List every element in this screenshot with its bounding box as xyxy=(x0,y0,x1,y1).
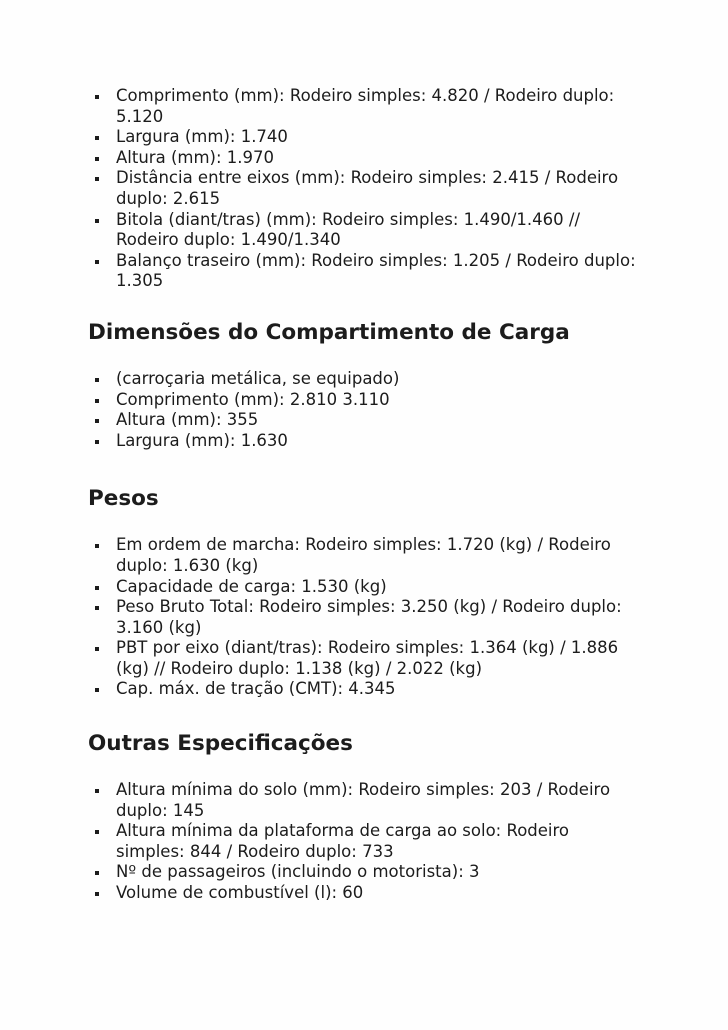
list-item: Volume de combustível (l): 60 xyxy=(88,883,638,904)
list-item: Em ordem de marcha: Rodeiro simples: 1.720 (kg) / Rodeiro duplo: 1.630 (kg) xyxy=(88,535,638,576)
list-item: Comprimento (mm): Rodeiro simples: 4.820 / Rodeiro duplo: 5.120 xyxy=(88,86,638,127)
other-specs-list xyxy=(88,780,638,904)
list-item: Capacidade de carga: 1.530 (kg) xyxy=(88,577,638,598)
weights-list xyxy=(88,535,638,700)
list-item: Largura (mm): 1.740 xyxy=(88,127,638,148)
list-item: Altura mínima da plataforma de carga ao solo: Rodeiro simples: 844 / Rodeiro duplo: 733 xyxy=(88,821,638,862)
list-item: Largura (mm): 1.630 xyxy=(88,431,638,452)
list-item: PBT por eixo (diant/tras): Rodeiro simples: 1.364 (kg) / 1.886 (kg) // Rodeiro duplo: 1.138 (kg) / 2.022 (kg) xyxy=(88,638,638,679)
list-item: Distância entre eixos (mm): Rodeiro simples: 2.415 / Rodeiro duplo: 2.615 xyxy=(88,168,638,209)
list-item: Nº de passageiros (incluindo o motorista): 3 xyxy=(88,862,638,883)
list-item: Altura (mm): 1.970 xyxy=(88,148,638,169)
list-item: Balanço traseiro (mm): Rodeiro simples: 1.205 / Rodeiro duplo: 1.305 xyxy=(88,251,638,292)
list-item: Peso Bruto Total: Rodeiro simples: 3.250 (kg) / Rodeiro duplo: 3.160 (kg) xyxy=(88,597,638,638)
cargo-compartment-heading: Dimensões do Compartimento de Carga xyxy=(88,319,570,345)
general-dimensions-list xyxy=(88,86,638,292)
list-item: Altura mínima do solo (mm): Rodeiro simples: 203 / Rodeiro duplo: 145 xyxy=(88,780,638,821)
list-item: Bitola (diant/tras) (mm): Rodeiro simples: 1.490/1.460 // Rodeiro duplo: 1.490/1.340 xyxy=(88,210,638,251)
list-item: Comprimento (mm): 2.810 3.110 xyxy=(88,390,638,411)
list-item: Cap. máx. de tração (CMT): 4.345 xyxy=(88,679,638,700)
spec-content xyxy=(88,86,638,904)
weights-heading: Pesos xyxy=(88,486,159,512)
list-item: (carroçaria metálica, se equipado) xyxy=(88,369,638,390)
other-specs-heading: Outras Especificações xyxy=(88,731,353,757)
list-item: Altura (mm): 355 xyxy=(88,410,638,431)
cargo-compartment-list xyxy=(88,369,638,451)
